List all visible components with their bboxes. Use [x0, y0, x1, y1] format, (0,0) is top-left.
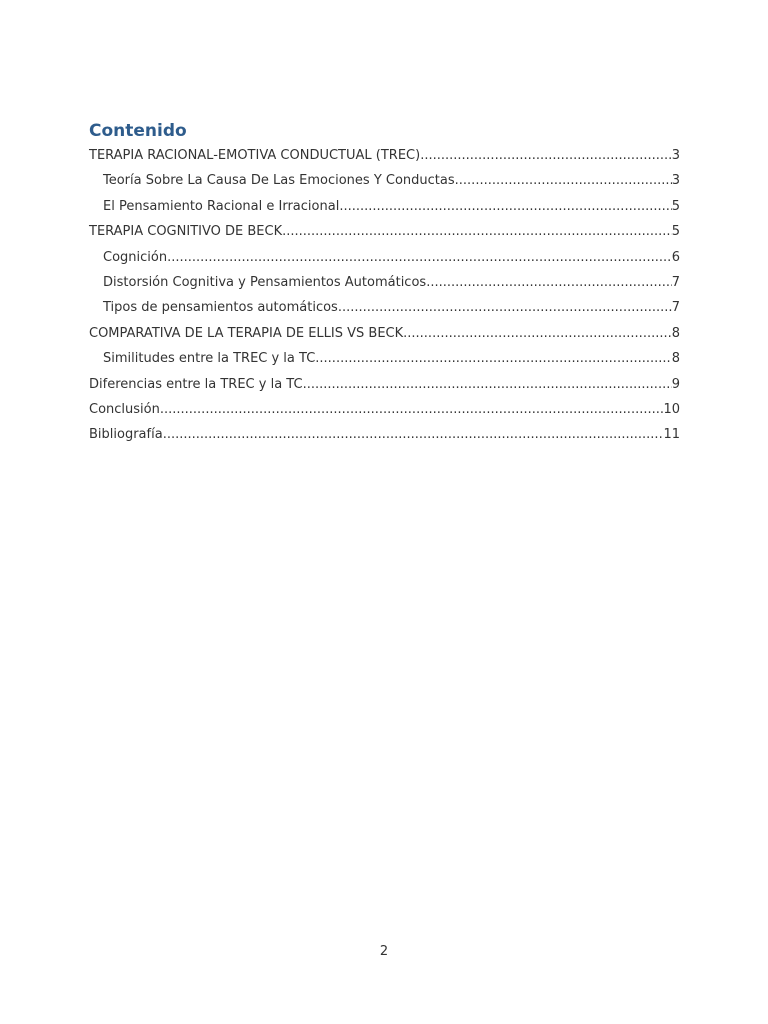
toc-dot-leader [160, 397, 664, 422]
toc-dot-leader [426, 270, 672, 295]
toc-entry-terapia-beck[interactable] [89, 219, 680, 244]
toc-entry-page: 3 [671, 173, 680, 189]
toc-entry-text: Conclusión [89, 401, 160, 417]
toc-entry-text: Tipos de pensamientos automáticos [103, 300, 338, 316]
toc-entry-tipos-pensamientos[interactable] [89, 295, 680, 320]
toc-entry-text: COMPARATIVA DE LA TERAPIA DE ELLIS VS BECK [89, 325, 404, 341]
toc-dot-leader [282, 219, 672, 244]
toc-dot-leader [338, 295, 672, 320]
toc-title: Contenido [89, 121, 187, 141]
toc-entry-trec[interactable] [89, 143, 680, 168]
toc-entry-text: El Pensamiento Racional e Irracional [103, 198, 340, 214]
toc-entry-page: 11 [663, 427, 680, 443]
toc-entry-text: Diferencias entre la TREC y la TC [89, 376, 303, 392]
toc-dot-leader [339, 194, 671, 219]
toc-entry-page: 7 [671, 274, 680, 290]
toc-entry-text: TERAPIA RACIONAL-EMOTIVA CONDUCTUAL (TREC) [89, 148, 421, 163]
toc-entry-page: 7 [671, 300, 680, 316]
toc-entry-text: Cognición [103, 249, 168, 265]
toc-entry-text: Bibliografía [89, 427, 163, 443]
toc-entry-page: 10 [663, 401, 680, 417]
toc-entry-page: 8 [671, 325, 680, 341]
toc-entry-page: 3 [671, 148, 680, 163]
toc-dot-leader [163, 422, 664, 447]
toc-dot-leader [403, 321, 672, 346]
toc-entry-teoria-causa-emociones[interactable] [89, 168, 680, 193]
toc-entry-diferencias[interactable] [89, 372, 680, 397]
toc-dot-leader [315, 346, 671, 371]
toc-entry-similitudes[interactable] [89, 346, 680, 371]
toc-dot-leader [420, 143, 672, 168]
toc-entry-conclusion[interactable] [89, 397, 680, 422]
toc-entry-page: 5 [671, 224, 680, 240]
toc-entry-text: Similitudes entre la TREC y la TC [103, 351, 316, 367]
toc-dot-leader [167, 245, 672, 270]
toc-entry-comparativa[interactable] [89, 321, 680, 346]
toc-entry-distorsion-cognitiva[interactable] [89, 270, 680, 295]
toc-entry-text: Teoría Sobre La Causa De Las Emociones Y Conductas [103, 173, 455, 189]
toc-entry-bibliografia[interactable] [89, 422, 680, 447]
toc-entry-page: 6 [671, 249, 680, 265]
toc-entry-page: 9 [671, 376, 680, 392]
table-of-contents [89, 143, 680, 448]
toc-entry-page: 5 [671, 198, 680, 214]
toc-entry-pensamiento-racional[interactable] [89, 194, 680, 219]
toc-dot-leader [455, 168, 672, 193]
toc-dot-leader [303, 372, 672, 397]
toc-entry-page: 8 [671, 351, 680, 367]
page-number: 2 [379, 944, 389, 959]
toc-entry-text: TERAPIA COGNITIVO DE BECK [89, 224, 283, 240]
toc-entry-cognicion[interactable] [89, 245, 680, 270]
toc-entry-text: Distorsión Cognitiva y Pensamientos Automáticos [103, 274, 427, 290]
